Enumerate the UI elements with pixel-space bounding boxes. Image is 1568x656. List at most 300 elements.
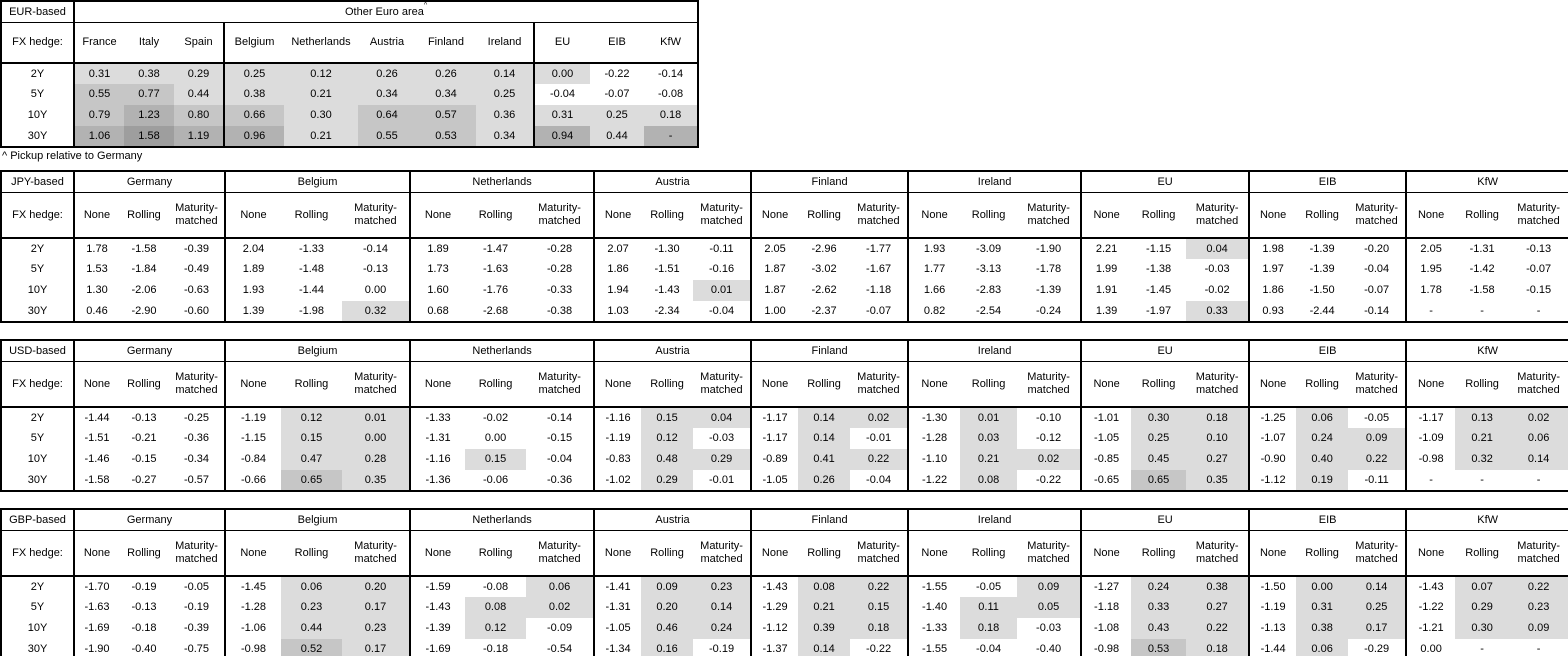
value-cell: -0.15 [547,432,573,445]
value-cell: 0.16 [641,639,693,656]
value-cell: 0.20 [641,597,693,618]
value-cell: -1.41 [594,576,641,597]
value-cell: 0.30 [1455,618,1509,639]
value-cell: 0.12 [284,63,358,84]
group-header: EIB [1249,171,1406,193]
value-cell: 1.86 [1249,280,1296,301]
footnote: ^ Pickup relative to Germany [2,150,143,162]
value-cell: - [1480,642,1484,655]
value-cell: -1.44 [1249,639,1296,656]
sub-column-header: None [410,531,465,577]
value-cell: -0.02 [482,411,509,424]
sub-column-header: None [1406,193,1455,239]
value-cell: -0.11 [1364,473,1389,486]
value-cell: 2.05 [751,238,798,259]
value-cell: -3.02 [811,263,837,276]
value-cell: -1.31 [594,597,641,618]
value-cell: 0.46 [74,301,119,322]
value-cell: -1.43 [751,576,798,597]
row-label: 30Y [27,129,48,142]
value-cell: 0.14 [1348,576,1406,597]
value-cell: 0.22 [850,449,908,470]
value-cell: -1.12 [1249,470,1296,491]
sub-column-header: None [594,531,641,577]
value-cell: 0.24 [1296,428,1348,449]
value-cell: 0.06 [1509,428,1568,449]
value-cell: 0.25 [1131,428,1186,449]
value-cell: -0.05 [1364,411,1390,424]
value-cell: 0.39 [798,618,850,639]
sub-column-header: Rolling [641,362,693,408]
sub-column-header: Maturity- matched [1186,362,1249,408]
value-cell: -0.22 [604,67,630,80]
value-cell: -0.13 [362,263,389,276]
value-cell: -0.40 [131,642,157,655]
row-label: 2Y [30,411,45,424]
value-cell: 0.21 [1455,428,1509,449]
value-cell: -0.49 [183,263,210,276]
value-cell: -1.67 [866,263,892,276]
value-cell: 1.78 [1406,280,1455,301]
value-cell: 0.14 [693,597,751,618]
table-row [1,259,1568,280]
value-cell: -1.59 [410,576,465,597]
value-cell: 0.00 [484,432,507,445]
value-cell: 0.23 [281,597,342,618]
table-row [1,428,1568,449]
sub-column-header: Rolling [465,531,526,577]
sub-column-header: None [225,531,281,577]
value-cell: -0.66 [225,470,281,491]
sub-column-header: Maturity- matched [693,362,751,408]
sub-column-header: Maturity- matched [693,193,751,239]
table-row [1,63,698,84]
sub-column-header: None [908,362,960,408]
value-cell: -0.84 [225,449,281,470]
value-cell: -0.10 [1036,411,1062,424]
table-row [1,280,1568,301]
value-cell: 1.89 [410,238,465,259]
value-cell: 0.04 [693,407,751,428]
value-cell: 0.17 [342,639,410,656]
value-cell: -0.29 [1364,642,1390,655]
value-cell: -1.44 [74,407,119,428]
value-cell: -0.04 [976,642,1002,655]
value-cell: -1.30 [654,242,680,255]
value-cell: 0.25 [1348,597,1406,618]
value-cell: 0.23 [1509,597,1568,618]
table-row [1,407,1568,428]
value-cell: -3.09 [976,242,1002,255]
group-header: Ireland [908,171,1081,193]
sub-column-header: None [74,362,119,408]
value-cell: 0.17 [342,597,410,618]
value-cell: -0.03 [1036,622,1062,635]
value-cell: 0.06 [1296,407,1348,428]
value-cell: -1.16 [410,449,465,470]
value-cell: 0.68 [410,301,465,322]
group-header: EU [1081,340,1249,362]
value-cell: -0.14 [658,67,684,80]
value-cell: -1.46 [74,449,119,470]
column-header: Italy [124,23,174,64]
value-cell: 1.00 [751,301,798,322]
value-cell: -0.22 [866,642,892,655]
sub-column-header: Maturity- matched [342,531,410,577]
value-cell: 0.43 [1131,618,1186,639]
value-cell: 0.25 [590,105,644,126]
sub-column-header: Maturity- matched [526,193,594,239]
sub-column-header: Rolling [281,362,342,408]
value-cell: -1.51 [74,428,119,449]
value-cell: -0.09 [547,622,573,635]
value-cell: -2.62 [811,284,837,297]
fx-hedge-label: FX hedge: [1,23,74,64]
sub-column-header: None [1081,362,1131,408]
value-cell: 1.87 [751,259,798,280]
sub-column-header: Maturity- matched [169,362,225,408]
value-cell: -2.44 [1309,304,1335,317]
column-header: Ireland [476,23,534,64]
value-cell: -1.55 [908,639,960,656]
value-cell: 0.28 [342,449,410,470]
value-cell: -0.04 [547,453,573,466]
value-cell: 0.55 [358,126,416,147]
value-cell: -1.33 [410,407,465,428]
value-cell: 0.29 [1455,597,1509,618]
value-cell: -1.55 [908,576,960,597]
value-cell: -0.13 [1526,242,1552,255]
value-cell: -0.39 [183,622,210,635]
value-cell: 0.21 [284,126,358,147]
value-cell: -1.39 [1309,263,1335,276]
group-header: KfW [1406,340,1568,362]
table-row [1,576,1568,597]
value-cell: 1.73 [410,259,465,280]
value-cell: 0.38 [124,63,174,84]
value-cell: -0.90 [1249,449,1296,470]
sub-column-header: Rolling [960,531,1017,577]
value-cell: -1.36 [410,470,465,491]
value-cell: 0.18 [644,105,698,126]
value-cell: -1.70 [74,576,119,597]
value-cell: -1.01 [1081,407,1131,428]
group-header: Ireland [908,509,1081,531]
value-cell: 0.29 [174,63,224,84]
value-cell: 0.06 [281,576,342,597]
table-row [1,597,1568,618]
value-cell: -1.22 [908,470,960,491]
value-cell: -0.83 [594,449,641,470]
group-header: Finland [751,509,908,531]
value-cell: 1.30 [74,280,119,301]
sub-column-header: None [1081,193,1131,239]
value-cell: -2.68 [482,304,509,317]
value-cell: -2.90 [131,304,157,317]
value-cell: -1.44 [298,284,325,297]
sub-column-header: Maturity- matched [850,362,908,408]
sub-column-header: Rolling [1296,531,1348,577]
value-cell: 0.21 [960,449,1017,470]
table-row [1,470,1568,491]
value-cell: 0.06 [1296,639,1348,656]
value-cell: -0.19 [183,601,210,614]
sub-column-header: Maturity- matched [342,362,410,408]
row-label: 5Y [30,432,45,445]
value-cell: -1.17 [751,407,798,428]
value-cell: 1.03 [594,301,641,322]
sub-column-header: None [1249,362,1296,408]
row-label: 2Y [30,67,45,80]
value-cell: -1.45 [225,576,281,597]
row-label: 5Y [30,601,45,614]
sub-column-header: Rolling [1455,193,1509,239]
value-cell: 1.53 [74,259,119,280]
sub-column-header: None [74,193,119,239]
sub-column-header: Rolling [798,193,850,239]
span-header: Other Euro area^ [74,1,698,23]
value-cell: 0.65 [281,470,342,491]
value-cell: 1.93 [225,280,281,301]
value-cell: 1.99 [1081,259,1131,280]
value-cell: 0.11 [960,597,1017,618]
value-cell: 0.80 [174,105,224,126]
value-cell: -1.76 [482,284,509,297]
value-cell: -1.12 [751,618,798,639]
value-cell: 0.31 [1296,597,1348,618]
value-cell: 0.66 [224,105,284,126]
value-cell: -1.18 [866,284,892,297]
value-cell: -1.50 [1309,284,1335,297]
value-cell: 1.39 [225,301,281,322]
value-cell: 0.12 [281,407,342,428]
value-cell: -0.03 [709,432,735,445]
group-header: Belgium [225,509,410,531]
value-cell: 0.35 [1186,470,1249,491]
value-cell: 0.44 [281,618,342,639]
value-cell: -1.43 [1406,576,1455,597]
value-cell: - [644,126,698,147]
value-cell: - [1536,473,1541,486]
value-cell: -0.65 [1081,470,1131,491]
value-cell: 0.34 [476,126,534,147]
value-cell: -0.28 [547,263,573,276]
sub-column-header: None [751,362,798,408]
value-cell: -0.22 [1036,473,1062,486]
value-cell: -0.60 [183,304,210,317]
value-cell: 2.04 [225,238,281,259]
sub-column-header: None [225,362,281,408]
value-cell: -2.06 [131,284,157,297]
value-cell: -2.54 [976,304,1002,317]
value-cell: 0.00 [364,284,387,297]
value-cell: -0.18 [131,622,157,635]
value-cell: 0.31 [534,105,590,126]
table-row [1,301,1568,322]
value-cell: 0.96 [224,126,284,147]
value-cell: -1.28 [225,597,281,618]
value-cell: 0.27 [1186,449,1249,470]
sub-column-header: Maturity- matched [1509,362,1568,408]
value-cell: 1.98 [1249,238,1296,259]
value-cell: -0.15 [1526,284,1552,297]
value-cell: -1.17 [1406,407,1455,428]
value-cell: -1.19 [594,428,641,449]
value-cell: -0.11 [709,242,734,255]
value-cell: 0.02 [850,407,908,428]
value-cell: -0.01 [866,432,892,445]
group-header: Austria [594,340,751,362]
value-cell: -1.37 [751,639,798,656]
value-cell: 0.09 [1509,618,1568,639]
value-cell: 0.24 [1131,576,1186,597]
gbp-based-table [0,508,1568,656]
value-cell: 0.36 [476,105,534,126]
value-cell: 0.00 [1296,576,1348,597]
value-cell: -1.42 [1469,263,1495,276]
value-cell: 0.34 [416,84,476,105]
table-title: USD-based [1,340,74,362]
value-cell: -1.34 [594,639,641,656]
value-cell: -1.22 [1406,597,1455,618]
value-cell: -0.05 [183,580,210,593]
value-cell: 0.04 [1186,238,1249,259]
value-cell: -1.19 [225,407,281,428]
value-cell: 1.77 [908,259,960,280]
sub-column-header: Rolling [1131,362,1186,408]
value-cell: 0.93 [1249,301,1296,322]
value-cell: -0.57 [183,473,210,486]
sub-column-header: None [1406,531,1455,577]
usd-based-table [0,339,1568,492]
row-label: 5Y [30,88,45,101]
value-cell: -0.04 [866,473,892,486]
value-cell: 0.82 [908,301,960,322]
value-cell: -0.40 [1036,642,1062,655]
value-cell: 0.30 [1131,407,1186,428]
value-cell: -1.45 [1146,284,1172,297]
value-cell: 0.18 [960,618,1017,639]
value-cell: 0.15 [281,428,342,449]
value-cell: 1.87 [751,280,798,301]
value-cell: -1.33 [298,242,325,255]
value-cell: -0.36 [183,432,210,445]
row-label: 2Y [30,580,45,593]
value-cell: 0.14 [798,428,850,449]
value-cell: 0.24 [693,618,751,639]
value-cell: 0.65 [1131,470,1186,491]
table-row [1,105,698,126]
currency-tables-container [0,166,1568,656]
group-header: Germany [74,171,225,193]
value-cell: 0.02 [1017,449,1081,470]
value-cell: 0.48 [641,449,693,470]
sub-column-header: None [74,531,119,577]
value-cell: 0.13 [1455,407,1509,428]
value-cell: -0.19 [709,642,735,655]
value-cell: -0.19 [131,580,157,593]
value-cell: -0.16 [709,263,735,276]
column-header: EIB [590,23,644,64]
value-cell: 0.09 [1017,576,1081,597]
sub-column-header: Rolling [119,531,169,577]
table-title: JPY-based [1,171,74,193]
value-cell: 1.60 [410,280,465,301]
value-cell: 0.08 [465,597,526,618]
value-cell: -1.09 [1406,428,1455,449]
sub-column-header: None [1249,531,1296,577]
value-cell: 0.64 [358,105,416,126]
value-cell: -1.31 [1469,242,1495,255]
value-cell: -0.34 [183,453,210,466]
value-cell: 0.12 [465,618,526,639]
value-cell: -0.18 [482,642,509,655]
value-cell: 0.12 [641,428,693,449]
value-cell: 0.03 [960,428,1017,449]
value-cell: -0.98 [1406,449,1455,470]
value-cell: 0.44 [590,126,644,147]
value-cell: -1.19 [1249,597,1296,618]
value-cell: -1.90 [74,639,119,656]
value-cell: -3.13 [976,263,1002,276]
column-header: France [74,23,124,64]
sub-column-header: Maturity- matched [526,362,594,408]
value-cell: 0.44 [174,84,224,105]
value-cell: 0.19 [1296,470,1348,491]
table-row [1,126,698,147]
value-cell: 0.00 [534,63,590,84]
sub-column-header: Rolling [798,531,850,577]
row-label: 30Y [27,642,48,655]
group-header: Belgium [225,171,410,193]
value-cell: -1.47 [482,242,509,255]
value-cell: -1.98 [298,304,325,317]
value-cell: -2.37 [811,304,837,317]
value-cell: 2.21 [1081,238,1131,259]
value-cell: -0.03 [1204,263,1230,276]
value-cell: - [1536,304,1541,317]
value-cell: 0.22 [850,576,908,597]
value-cell: 0.57 [416,105,476,126]
group-header: EU [1081,509,1249,531]
value-cell: -1.43 [654,284,680,297]
value-cell: -1.15 [225,428,281,449]
sub-column-header: Rolling [1455,362,1509,408]
value-cell: -1.77 [866,242,892,255]
value-cell: -0.20 [1364,242,1390,255]
sub-column-header: None [908,531,960,577]
value-cell: 0.08 [960,470,1017,491]
column-header: KfW [644,23,698,64]
value-cell: 0.02 [1509,407,1568,428]
value-cell: -1.02 [594,470,641,491]
value-cell: -1.10 [908,449,960,470]
group-header: Belgium [225,340,410,362]
value-cell: 0.94 [534,126,590,147]
sub-column-header: Maturity- matched [1017,362,1081,408]
value-cell: -1.33 [908,618,960,639]
value-cell: -0.13 [131,411,157,424]
value-cell: -0.54 [547,642,573,655]
value-cell: 0.33 [1131,597,1186,618]
value-cell: -1.05 [594,618,641,639]
sub-column-header: Rolling [1131,531,1186,577]
value-cell: 1.23 [124,105,174,126]
value-cell: -1.31 [410,428,465,449]
value-cell: -1.43 [410,597,465,618]
value-cell: 0.32 [342,301,410,322]
sub-column-header: Rolling [641,193,693,239]
